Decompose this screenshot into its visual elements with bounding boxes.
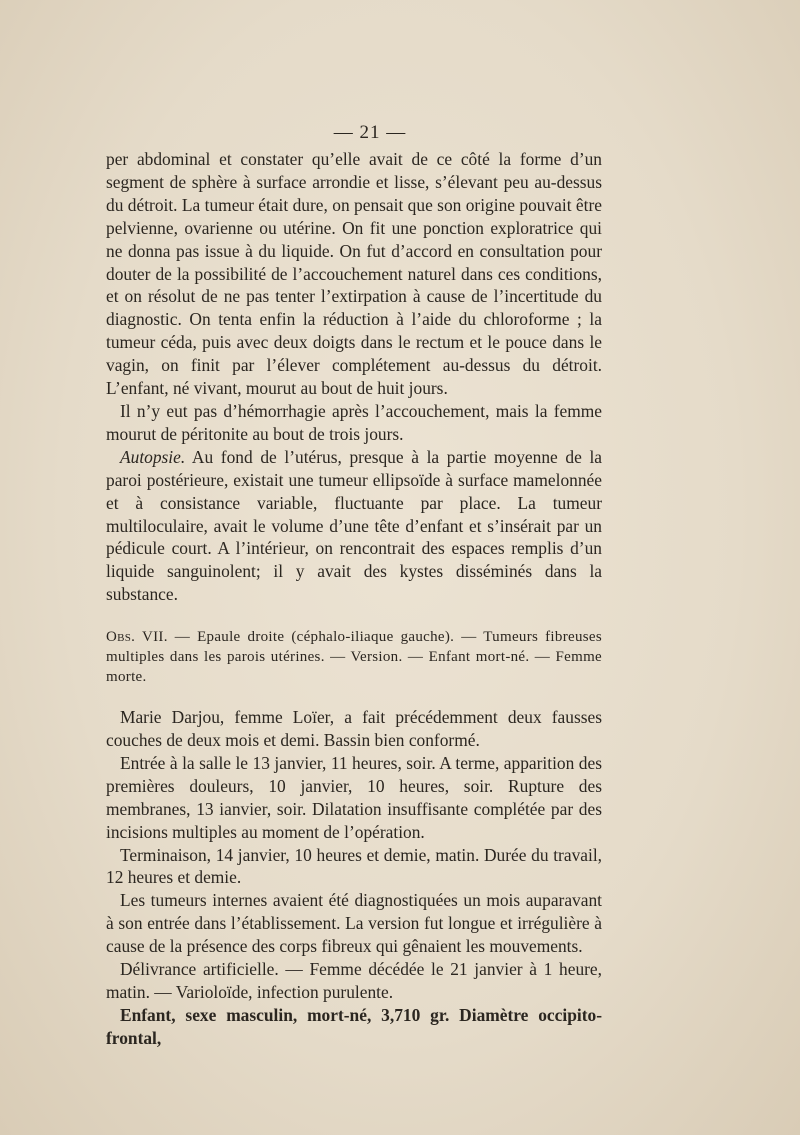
paragraph-infant: Enfant, sexe masculin, mort-né, 3,710 gr. Diamètre occipito-frontal, [106,1004,602,1048]
observation-label: Obs. VII. [106,629,168,646]
paragraph-patient: Marie Darjou, femme Loïer, a fait précédemment deux fausses couches de deux mois et demi. Bassin bien conformé. [106,707,602,751]
paragraph-hemorrhage: Il n’y eut pas d’hémorrhagie après l’accouchement, mais la femme mourut de péritonite au bout de trois jours. [106,400,602,444]
paragraph-autopsy [106,446,602,606]
paragraph-termination: Terminaison, 14 janvier, 10 heures et demie, matin. Durée du travail, 12 heures et demie. [106,844,602,888]
paragraph-admission: Entrée à la salle le 13 janvier, 11 heures, soir. A terme, apparition des premières douleurs, 10 janvier, 10 heures, soir. Rupture des membranes, 13 ianvier, soir. Dilatation insuffisante complétée par des incisions multiples au moment de l’opération. [106,752,602,842]
observation-heading [106,627,602,687]
paragraph-tumors: Les tumeurs internes avaient été diagnostiquées un mois auparavant à son entrée dans l’établissement. La version fut longue et irrégulière à cause de la présence des corps fibreux qui gênaient les mouvements. [106,890,602,957]
autopsy-label: Autopsie. [120,446,186,467]
paragraph-continued: per abdominal et constater qu’elle avait de ce côté la forme d’un segment de sphère à surface arrondie et lisse, s’élevant peu au-dessus du détroit. La tumeur était dure, on pensait que son origine pouvait être pelvienne, ovarienne ou utérine. On fit une ponction exploratrice qui ne donna pas issue à du liquide. On fut d’accord en consultation pour douter de la possibilité de l’accouchement naturel dans ces conditions, et on résolut de ne pas tenter l’extirpation à cause de l’incertitude du diagnostic. On tenta enfin la réduction à l’aide du chloroforme ; la tumeur céda, puis avec deux doigts dans le rectum et le pouce dans le vagin, on finit par l’élever complétement au-dessus du détroit. L’enfant, né vivant, mourut au bout de huit jours. [106,149,602,399]
page-number: — 21 — [333,122,407,143]
paragraph-delivery: Délivrance artificielle. — Femme décédée le 21 janvier à 1 heure, matin. — Varioloïde, infection purulente. [106,959,602,1002]
autopsy-text: Au fond de l’utérus, presque à la partie moyenne de la paroi postérieure, existait une tumeur ellipsoïde à surface mamelonnée et à consistance variable, fluctuante par place. La tumeur multiloculaire, avait le volume d’une tête d’enfant et s’insérait par un pédicule court. A l’intérieur, on rencontrait des espaces remplis d’un liquide sanguinolent; il y avait des kystes disséminés dans la substance. [106,446,602,605]
body-text [106,148,602,1050]
observation-title: — Epaule droite (céphalo-iliaque gauche). — Tumeurs fibreuses multiples dans les parois utérines. — Version. — Enfant mort-né. — Femme morte. [106,629,602,686]
